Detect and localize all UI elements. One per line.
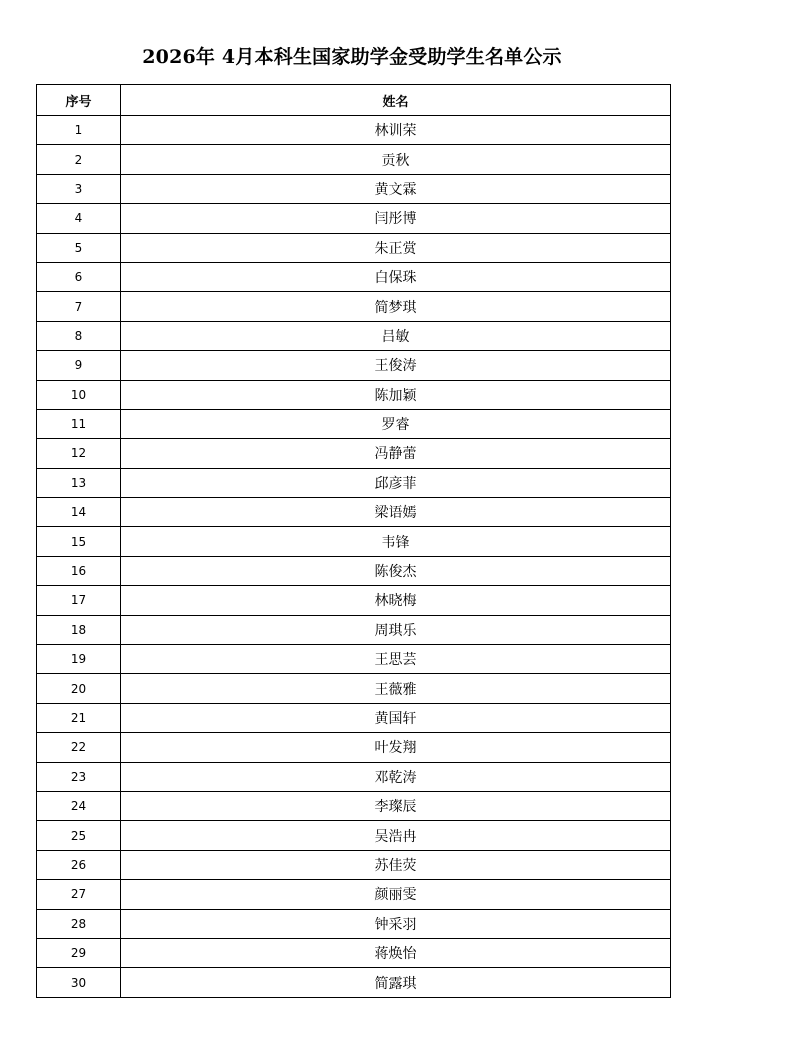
- student-name-cell: 钟采羽: [121, 909, 671, 938]
- table-row: [37, 703, 671, 732]
- row-number-cell: 10: [37, 380, 121, 409]
- student-name-cell: 陈加颖: [121, 380, 671, 409]
- row-number-cell: 8: [37, 321, 121, 350]
- table-row: [37, 351, 671, 380]
- table-row: [37, 791, 671, 820]
- row-number-cell: 22: [37, 733, 121, 762]
- row-number-cell: 4: [37, 204, 121, 233]
- header-name: 姓名: [121, 85, 671, 116]
- table-row: [37, 527, 671, 556]
- student-name-cell: 王思芸: [121, 645, 671, 674]
- recipient-table: [36, 84, 671, 998]
- student-name-cell: 邓乾涛: [121, 762, 671, 791]
- table-row: [37, 556, 671, 585]
- table-row: [37, 116, 671, 145]
- table-row: [37, 174, 671, 203]
- row-number-cell: 24: [37, 791, 121, 820]
- table-row: [37, 380, 671, 409]
- student-name-cell: 黄文霖: [121, 174, 671, 203]
- row-number-cell: 25: [37, 821, 121, 850]
- student-name-cell: 叶发翔: [121, 733, 671, 762]
- row-number-cell: 28: [37, 909, 121, 938]
- row-number-cell: 5: [37, 233, 121, 262]
- table-row: [37, 262, 671, 291]
- table-row: [37, 498, 671, 527]
- table-row: [37, 292, 671, 321]
- table-row: [37, 762, 671, 791]
- table-row: [37, 586, 671, 615]
- student-name-cell: 罗睿: [121, 409, 671, 438]
- document-title: 2026年 4月本科生国家助学金受助学生名单公示: [142, 46, 562, 68]
- student-name-cell: 简梦琪: [121, 292, 671, 321]
- table-row: [37, 733, 671, 762]
- header-number: 序号: [37, 85, 121, 116]
- row-number-cell: 14: [37, 498, 121, 527]
- row-number-cell: 3: [37, 174, 121, 203]
- row-number-cell: 9: [37, 351, 121, 380]
- row-number-cell: 27: [37, 880, 121, 909]
- student-name-cell: 蒋焕怡: [121, 938, 671, 967]
- row-number-cell: 13: [37, 468, 121, 497]
- table-row: [37, 645, 671, 674]
- table-row: [37, 409, 671, 438]
- student-name-cell: 李璨辰: [121, 791, 671, 820]
- table-row: [37, 204, 671, 233]
- row-number-cell: 29: [37, 938, 121, 967]
- student-name-cell: 周琪乐: [121, 615, 671, 644]
- table-body: [37, 116, 671, 998]
- student-name-cell: 闫彤博: [121, 204, 671, 233]
- row-number-cell: 6: [37, 262, 121, 291]
- student-name-cell: 邱彦菲: [121, 468, 671, 497]
- table-header-row: [37, 85, 671, 116]
- row-number-cell: 15: [37, 527, 121, 556]
- table-row: [37, 674, 671, 703]
- table-row: [37, 439, 671, 468]
- row-number-cell: 2: [37, 145, 121, 174]
- student-name-cell: 颜丽雯: [121, 880, 671, 909]
- student-name-cell: 朱正赏: [121, 233, 671, 262]
- student-name-cell: 贡秋: [121, 145, 671, 174]
- student-name-cell: 韦锋: [121, 527, 671, 556]
- student-name-cell: 黄国轩: [121, 703, 671, 732]
- row-number-cell: 21: [37, 703, 121, 732]
- student-name-cell: 王薇雅: [121, 674, 671, 703]
- table-row: [37, 968, 671, 997]
- student-name-cell: 苏佳荧: [121, 850, 671, 879]
- row-number-cell: 11: [37, 409, 121, 438]
- student-name-cell: 吕敏: [121, 321, 671, 350]
- table-row: [37, 938, 671, 967]
- table-row: [37, 233, 671, 262]
- row-number-cell: 30: [37, 968, 121, 997]
- row-number-cell: 23: [37, 762, 121, 791]
- row-number-cell: 26: [37, 850, 121, 879]
- student-name-cell: 白保珠: [121, 262, 671, 291]
- table-row: [37, 145, 671, 174]
- row-number-cell: 7: [37, 292, 121, 321]
- row-number-cell: 1: [37, 116, 121, 145]
- row-number-cell: 16: [37, 556, 121, 585]
- table-row: [37, 821, 671, 850]
- row-number-cell: 19: [37, 645, 121, 674]
- student-name-cell: 梁语嫣: [121, 498, 671, 527]
- row-number-cell: 17: [37, 586, 121, 615]
- table-row: [37, 880, 671, 909]
- student-name-cell: 林训荣: [121, 116, 671, 145]
- student-name-cell: 吴浩冉: [121, 821, 671, 850]
- student-name-cell: 冯静蕾: [121, 439, 671, 468]
- table-row: [37, 850, 671, 879]
- student-name-cell: 林晓梅: [121, 586, 671, 615]
- row-number-cell: 12: [37, 439, 121, 468]
- student-name-cell: 简露琪: [121, 968, 671, 997]
- table-row: [37, 909, 671, 938]
- student-name-cell: 陈俊杰: [121, 556, 671, 585]
- student-name-cell: 王俊涛: [121, 351, 671, 380]
- table-row: [37, 615, 671, 644]
- table-row: [37, 321, 671, 350]
- row-number-cell: 20: [37, 674, 121, 703]
- row-number-cell: 18: [37, 615, 121, 644]
- table-row: [37, 468, 671, 497]
